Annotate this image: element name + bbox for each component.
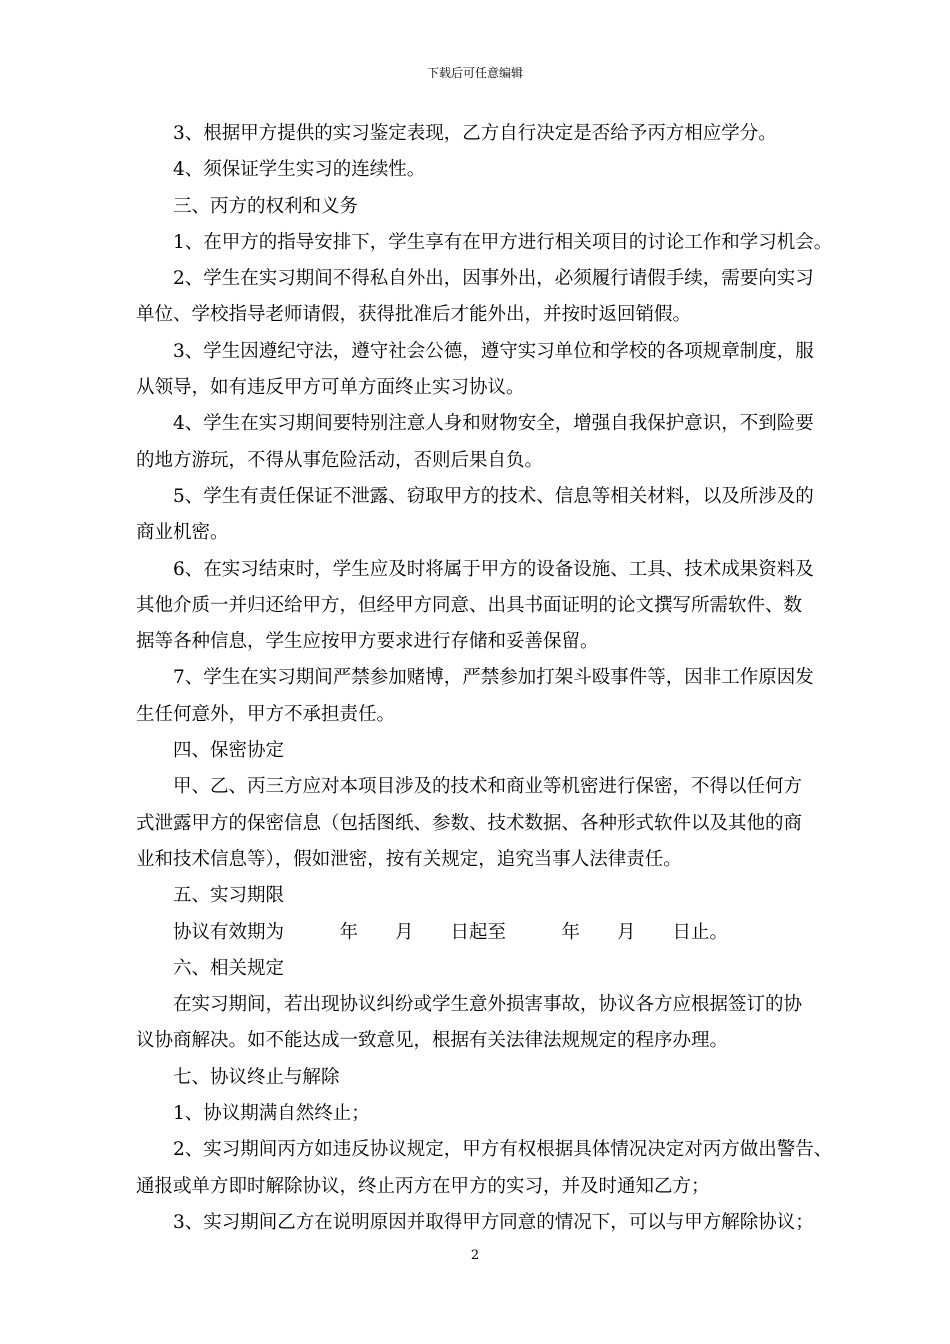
section-heading <box>136 733 848 769</box>
paragraph <box>136 479 848 552</box>
text-line: 4、学生在实习期间要特别注意人身和财物安全，增强自我保护意识，不到险要 <box>173 413 814 435</box>
text-line: 生任何意外，甲方不承担责任。 <box>136 703 396 725</box>
text-line: 式泄露甲方的保密信息（包括图纸、参数、技术数据、各种形式软件以及其他的商 <box>136 812 803 834</box>
text-line: 的地方游玩，不得从事危险活动，否则后果自负。 <box>136 449 544 471</box>
section-heading <box>136 189 848 225</box>
text-line: 三、丙方的权利和义务 <box>173 195 359 217</box>
paragraph <box>136 406 848 479</box>
text-line: 在实习期间，若出现协议纠纷或学生意外损害事故，协议各方应根据签订的协 <box>173 994 803 1016</box>
text-line: 六、相关规定 <box>173 957 285 979</box>
paragraph <box>136 225 848 261</box>
paragraph <box>136 1132 848 1205</box>
text-line: 单位、学校指导老师请假，获得批准后才能外出，并按时返回销假。 <box>136 304 692 326</box>
paragraph <box>136 152 848 188</box>
paragraph <box>136 261 848 334</box>
text-line: 议协商解决。如不能达成一致意见，根据有关法律法规规定的程序办理。 <box>136 1030 729 1052</box>
text-line: 商业机密。 <box>136 522 229 544</box>
paragraph <box>136 1096 848 1132</box>
paragraph <box>136 987 848 1060</box>
text-line: 7、学生在实习期间严禁参加赌博，严禁参加打架斗殴事件等，因非工作原因发 <box>173 667 814 689</box>
text-line: 1、在甲方的指导安排下，学生享有在甲方进行相关项目的讨论工作和学习机会。 <box>173 231 833 253</box>
paragraph <box>136 1205 848 1241</box>
section-heading <box>136 1060 848 1096</box>
page-header: 下载后可任意编辑 <box>426 66 523 80</box>
section-heading <box>136 878 848 914</box>
text-line: 协议有效期为 年 月 日起至 年 月 日止。 <box>173 921 729 943</box>
text-line: 3、实习期间乙方在说明原因并取得甲方同意的情况下，可以与甲方解除协议； <box>173 1211 814 1233</box>
text-line: 2、学生在实习期间不得私自外出，因事外出，必须履行请假手续，需要向实习 <box>173 268 814 290</box>
text-line: 6、在实习结束时，学生应及时将属于甲方的设备设施、工具、技术成果资料及 <box>173 558 814 580</box>
paragraph <box>136 660 848 733</box>
text-line: 3、根据甲方提供的实习鉴定表现，乙方自行决定是否给予丙方相应学分。 <box>173 123 777 144</box>
text-line: 甲、乙、丙三方应对本项目涉及的技术和商业等机密进行保密，不得以任何方 <box>173 776 803 798</box>
text-line: 2、实习期间丙方如违反协议规定，甲方有权根据具体情况决定对丙方做出警告、 <box>173 1139 833 1161</box>
paragraph <box>136 769 848 878</box>
text-line: 四、保密协定 <box>173 740 285 762</box>
text-line: 据等各种信息，学生应按甲方要求进行存储和妥善保留。 <box>136 631 599 653</box>
text-line: 七、协议终止与解除 <box>173 1066 340 1088</box>
text-line: 通报或单方即时解除协议，终止丙方在甲方的实习，并及时通知乙方； <box>136 1175 710 1197</box>
text-line: 5、学生有责任保证不泄露、窃取甲方的技术、信息等相关材料，以及所涉及的 <box>173 485 814 507</box>
page-number: 2 <box>470 1248 480 1263</box>
section-heading <box>136 951 848 987</box>
paragraph <box>136 552 848 661</box>
paragraph <box>136 116 848 152</box>
text-line: 从领导，如有违反甲方可单方面终止实习协议。 <box>136 377 525 399</box>
text-line: 五、实习期限 <box>173 885 285 907</box>
paragraph <box>136 334 848 407</box>
text-line: 3、学生因遵纪守法，遵守社会公德，遵守实习单位和学校的各项规章制度，服 <box>173 340 814 362</box>
text-line: 业和技术信息等），假如泄密，按有关规定，追究当事人法律责任。 <box>136 848 682 870</box>
text-line: 1、协议期满自然终止； <box>173 1103 370 1125</box>
text-line: 其他介质一并归还给甲方，但经甲方同意、出具书面证明的论文撰写所需软件、数 <box>136 594 803 616</box>
document-body <box>136 116 848 1241</box>
paragraph <box>136 915 848 951</box>
text-line: 4、须保证学生实习的连续性。 <box>173 159 426 181</box>
